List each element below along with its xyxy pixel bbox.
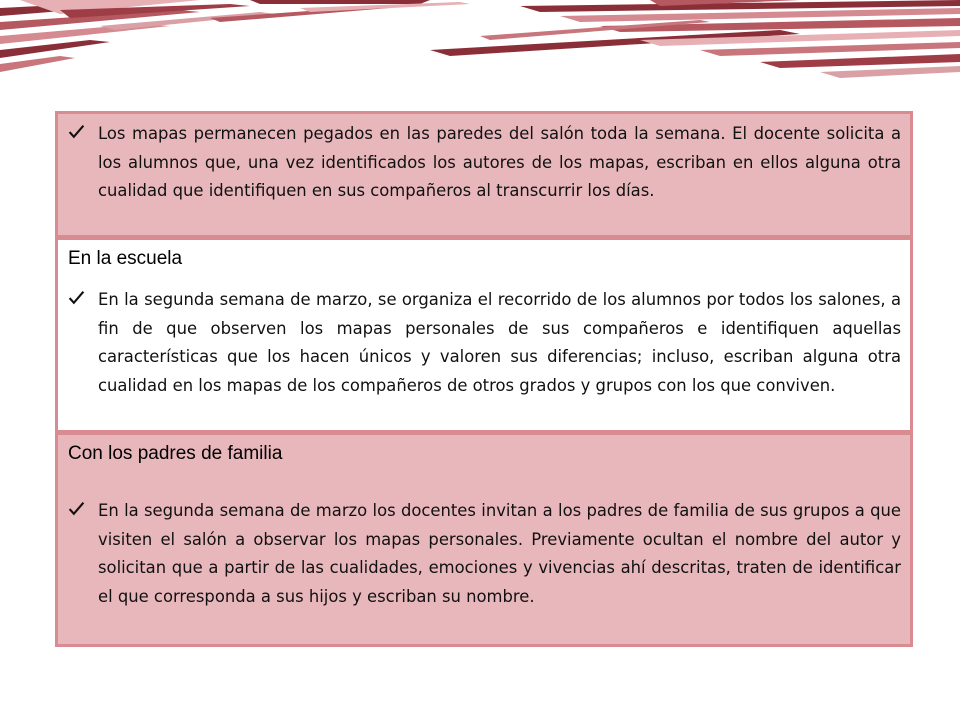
section-panel-3 bbox=[55, 432, 913, 647]
bullet-item bbox=[68, 497, 901, 611]
section-heading: Con los padres de familia bbox=[68, 443, 283, 464]
bullet-text: En la segunda semana de marzo, se organiza el recorrido de los alumnos por todos los salones, a fin de que observen los mapas personales de sus compañeros e identifiquen aquellas características que los hacen únicos y valoren sus diferencias; incluso, escriban alguna otra cualidad en los mapas de los compañeros de otros grados y grupos con los que conviven. bbox=[98, 290, 901, 395]
section-panel-1 bbox=[55, 111, 913, 238]
checkmark-icon bbox=[68, 500, 85, 517]
bullet-item bbox=[68, 120, 901, 206]
decorative-banner bbox=[0, 0, 960, 95]
checkmark-icon bbox=[68, 289, 85, 306]
bullet-text: Los mapas permanecen pegados en las paredes del salón toda la semana. El docente solicita a los alumnos que, una vez identificados los autores de los mapas, escriban en ellos alguna otra cualidad que identifiquen en sus compañeros al transcurrir los días. bbox=[98, 124, 901, 201]
section-panel-2 bbox=[55, 237, 913, 433]
banner-streaks bbox=[0, 0, 960, 78]
bullet-item bbox=[68, 286, 901, 400]
checkmark-icon bbox=[68, 123, 85, 140]
bullet-text: En la segunda semana de marzo los docentes invitan a los padres de familia de sus grupos a que visiten el salón a observar los mapas personales. Previamente ocultan el nombre del autor y solicitan que a partir de las cualidades, emociones y vivencias ahí descritas, traten de identificar el que corresponda a sus hijos y escriban su nombre. bbox=[98, 501, 901, 606]
section-heading: En la escuela bbox=[68, 248, 183, 269]
